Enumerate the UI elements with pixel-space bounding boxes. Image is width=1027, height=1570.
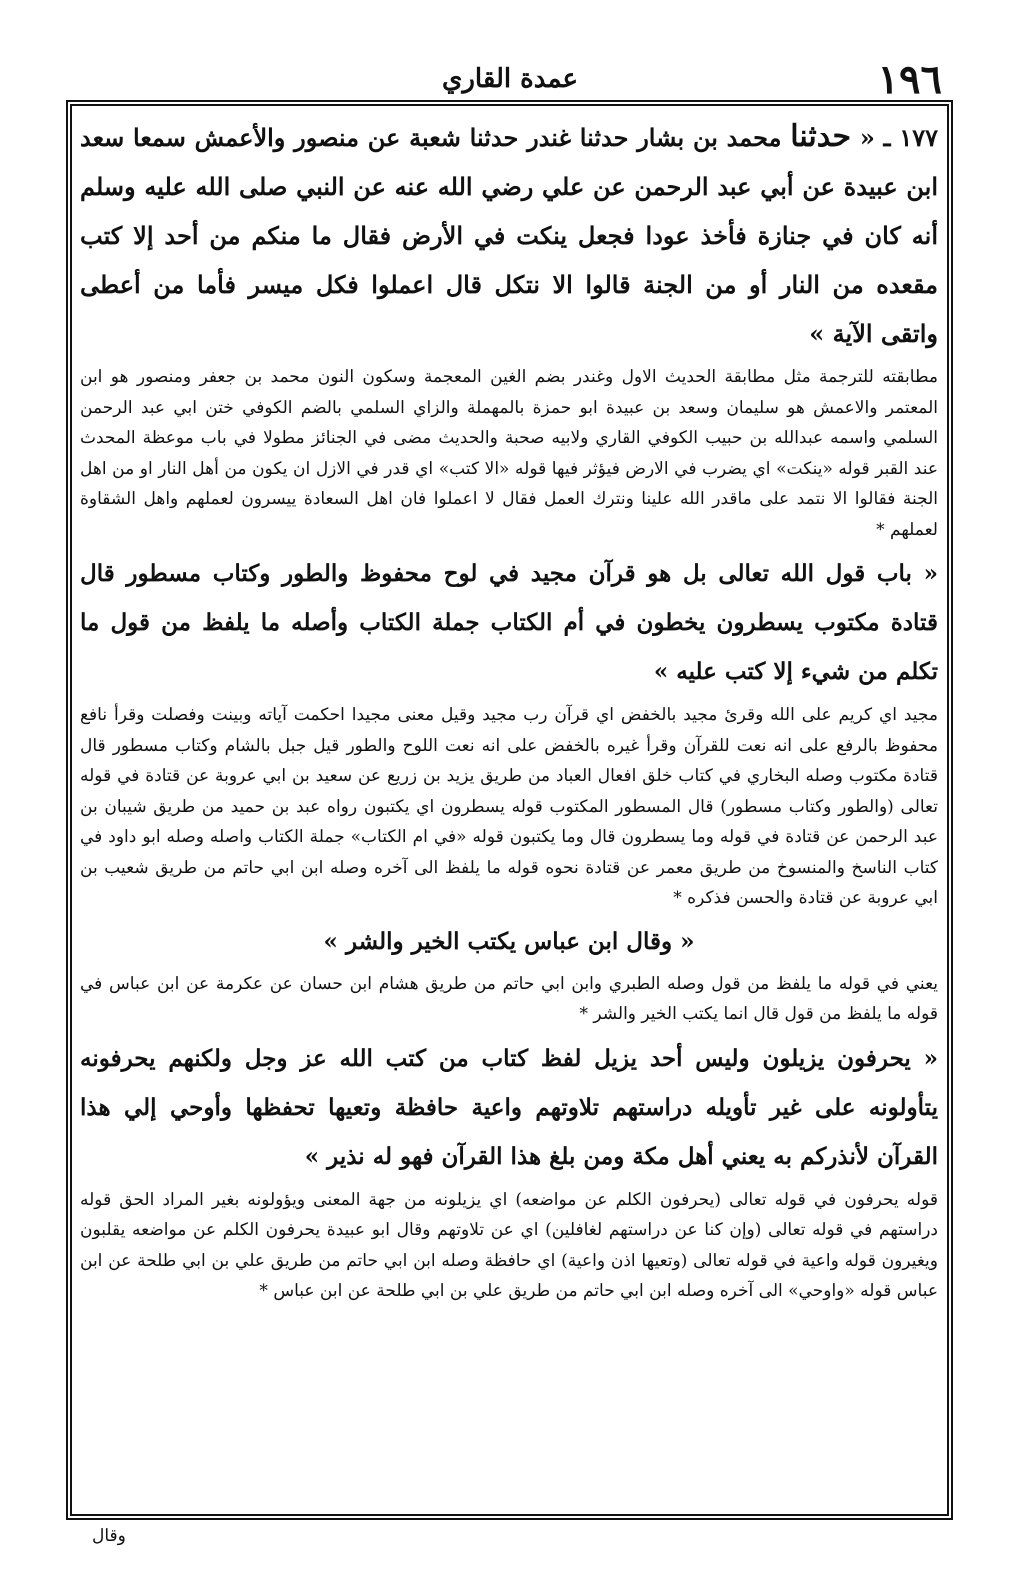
close-bracket: » bbox=[653, 658, 669, 685]
chapter-heading-2 bbox=[80, 1034, 938, 1181]
end-mark: * bbox=[259, 1281, 268, 1301]
end-mark: * bbox=[673, 888, 682, 908]
open-bracket: « bbox=[859, 123, 875, 152]
quote-ibn-abbas-text: وقال ابن عباس يكتب الخير والشر bbox=[345, 927, 673, 955]
commentary-2 bbox=[80, 700, 938, 914]
chapter-heading-1 bbox=[80, 549, 938, 696]
hadith-block: ١٧٧ ـ « حدثنا محمد بن بشار حدثنا غندر حدثنا شعبة عن منصور والأعمش سمعا سعد ابن عبيدة عن أبي عبد الرحمن عن علي رضي الله عنه عن النبي صلى الله عليه وسلم أنه كان في جنازة فأخذ عودا فجعل ينكت في الأرض فقال ما منكم من أحد إلا كتب مقعده من النار أو من الجنة قالوا الا نتكل قال اعملوا فكل ميسر فأما من أعطى واتقى الآية » bbox=[80, 119, 938, 348]
hadith-lead: حدثنا bbox=[790, 119, 852, 154]
commentary-4 bbox=[80, 1185, 938, 1307]
commentary-1 bbox=[80, 362, 938, 545]
page-header bbox=[70, 56, 950, 106]
catchword: وقال bbox=[92, 1526, 126, 1546]
page-number: ١٩٦ bbox=[877, 56, 942, 103]
open-bracket: « bbox=[923, 560, 938, 587]
end-mark: * bbox=[579, 1004, 588, 1024]
commentary-3-text: يعني في قوله ما يلفظ من قول وصله الطبري وابن ابي حاتم من طريق هشام ابن حسان عن عكرمة عن ابن عباس في قوله ما يلفظ من قول قال انما يكتب الخير والشر bbox=[80, 973, 938, 1024]
open-bracket: « bbox=[680, 927, 695, 955]
hadith-text: محمد بن بشار حدثنا غندر حدثنا شعبة عن منصور والأعمش سمعا سعد ابن عبيدة عن أبي عبد الرحمن عن علي رضي الله عنه عن النبي صلى الله عليه وسلم أنه كان في جنازة فأخذ عودا فجعل ينكت في الأرض فقال ما منكم من أحد إلا كتب مقعده من النار أو من الجنة قالوا الا نتكل قال اعملوا فكل ميسر فأما من أعطى واتقى الآية bbox=[80, 123, 938, 348]
running-title: عمدة القاري bbox=[442, 64, 578, 94]
close-bracket: » bbox=[809, 319, 825, 348]
page-body bbox=[80, 112, 938, 1512]
commentary-3 bbox=[80, 969, 938, 1030]
close-bracket: » bbox=[323, 927, 338, 955]
commentary-2-text: مجيد اي كريم على الله وقرئ مجيد بالخفض اي قرآن رب مجيد وقيل معنى مجيدا احكمت آياته وبينت وفصلت وقرأ نافع محفوظ بالرفع على انه نعت للقرآن وقرأ غيره بالخفض على انه نعت اللوح والطور قيل جبل بالشام وكتاب مسطور قال قتادة مكتوب وصله البخاري في كتاب خلق افعال العباد من طريق يزيد بن زريع عن سعيد بن ابي عروبة عن قتادة في قوله تعالى (والطور وكتاب مسطور) قال المسطور المكتوب قوله يسطرون اي يكتبون رواه عبد بن حميد من طريق شيبان بن عبد الرحمن عن قتادة في قوله وما يسطرون قال وما يكتبون قوله «في ام الكتاب» جملة الكتاب واصله وصله ابو داود في كتاب الناسخ والمنسوخ من طريق معمر عن قتادة نحوه قوله ما يلفظ الى آخره وصله ابن ابي حاتم من طريق شعيب بن ابي عروبة عن قتادة والحسن فذكره bbox=[80, 705, 938, 908]
close-bracket: » bbox=[304, 1142, 320, 1170]
open-bracket: « bbox=[923, 1044, 938, 1072]
quote-ibn-abbas bbox=[80, 918, 938, 965]
hadith-number: ١٧٧ bbox=[899, 123, 938, 152]
end-mark: * bbox=[876, 519, 885, 540]
commentary-4-text: قوله يحرفون في قوله تعالى (يحرفون الكلم عن مواضعه) اي يزيلونه من جهة المعنى ويؤولونه بغير المراد الحق قوله دراستهم في قوله تعالى (وإن كنا عن دراستهم لغافلين) اي عن تلاوتهم وقال ابو عبيدة يحرفون الكلم عن مواضعه يقلبون ويغيرون قوله واعية في قوله تعالى (وتعيها اذن واعية) اي حافظة وصله ابن ابي حاتم من طريق علي بن ابي طلحة عن ابن عباس قوله «واوحي» الى آخره وصله ابن ابي حاتم من طريق علي بن ابي طلحة عن ابن عباس bbox=[80, 1189, 938, 1301]
chapter-heading-1-text: باب قول الله تعالى بل هو قرآن مجيد في لوح محفوظ والطور وكتاب مسطور قال قتادة مكتوب يسطرون يخطون في أم الكتاب جملة الكتاب وأصله ما يلفظ من قول ما تكلم من شيء إلا كتب عليه bbox=[80, 560, 938, 685]
commentary-1-text: مطابقته للترجمة مثل مطابقة الحديث الاول وغندر بضم الغين المعجمة وسكون النون محمد بن جعفر ومنصور هو ابن المعتمر والاعمش هو سليمان وسعد بن عبيدة ابو حمزة بالمهملة والزاي السلمي بالضم الكوفي ختن ابي عبد الرحمن السلمي واسمه عبدالله بن حبيب الكوفي القاري ولابيه صحبة والحديث مضى في الجنائز مطولا في باب موعظة المحدث عند القبر قوله «ينكت» اي يضرب في الارض فيؤثر فيها قوله «الا كتب» اي قدر في الازل ان يكون من أهل النار او من اهل الجنة فقالوا الا نتمد على ماقدر الله علينا ونترك العمل فقال لا اعملوا فان اهل السعادة ييسرون لعملهم واهل الشقاوة لعملهم bbox=[80, 367, 938, 540]
chapter-heading-2-text: يحرفون يزيلون وليس أحد يزيل لفظ كتاب من كتب الله عز وجل ولكنهم يحرفونه يتأولونه على غير تأويله دراستهم تلاوتهم واعية حافظة وتعيها تحفظها وأوحي إلي هذا القرآن لأنذركم به يعني أهل مكة ومن بلغ هذا القرآن فهو له نذير bbox=[80, 1044, 938, 1170]
